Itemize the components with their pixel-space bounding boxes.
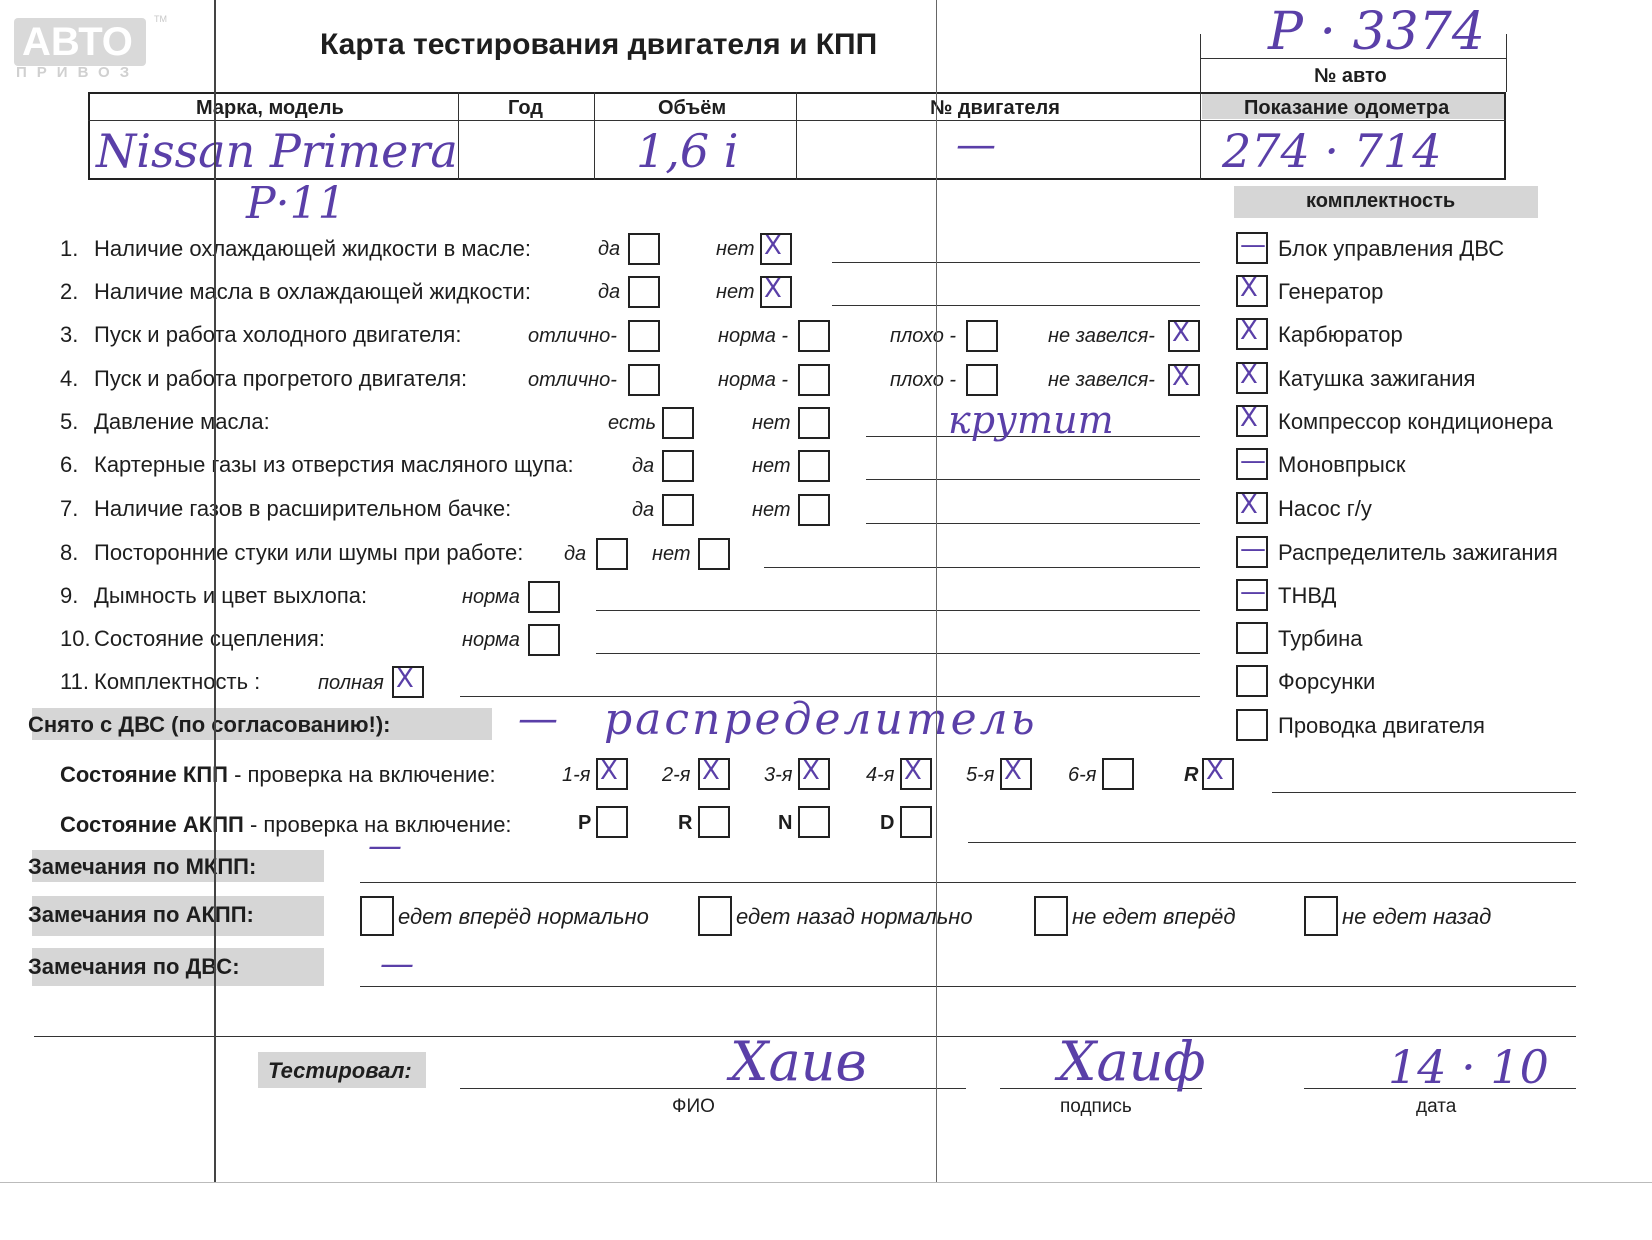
completeness-checkbox-5[interactable] (1236, 405, 1268, 437)
completeness-checkbox-8[interactable] (1236, 536, 1268, 568)
completeness-checkbox-9[interactable] (1236, 579, 1268, 611)
option-label: нет (716, 238, 755, 260)
option-label: норма (462, 586, 520, 608)
check-mark: — (1240, 230, 1266, 260)
akpp-checkbox-r[interactable] (698, 806, 730, 838)
header-col-model: Марка, модель (196, 97, 344, 119)
gear-label: 5-я (966, 764, 995, 786)
dvs-dash: — (380, 944, 414, 984)
check-mark: X (1206, 756, 1224, 786)
check-label-4: Пуск и работа прогретого двигателя: (94, 366, 468, 391)
signature: Хаиф (1058, 1030, 1206, 1093)
option-label: да (632, 455, 655, 477)
check-mark: — (1240, 577, 1266, 607)
gear-checkbox-6[interactable] (1102, 758, 1134, 790)
checkbox-noise-yes[interactable] (596, 538, 628, 570)
model-sub-value: Р·11 (246, 178, 346, 229)
header-col-year: Год (508, 97, 543, 119)
checkbox-clutch-norm[interactable] (528, 624, 560, 656)
gear-checkbox-1[interactable] (596, 758, 628, 790)
check-mark: — (1240, 534, 1266, 564)
check-num-4: 4. (60, 366, 79, 391)
check-label-10: Состояние сцепления: (94, 626, 325, 651)
checkbox-noise-no[interactable] (698, 538, 730, 570)
check-mark: X (1240, 490, 1258, 520)
model-value: Nissan Primera (96, 124, 458, 178)
checkbox-warm-normal[interactable] (798, 364, 830, 396)
akpp-remark-checkbox-2[interactable] (698, 896, 732, 936)
fold-line-left (214, 0, 216, 1182)
completeness-checkbox-10[interactable] (1236, 622, 1268, 654)
removed-dash: — (518, 696, 558, 742)
checkbox-cold-normal[interactable] (798, 320, 830, 352)
checkbox-warm-excellent[interactable] (628, 364, 660, 396)
volume-value: 1,6 i (636, 124, 739, 178)
akpp-gear-label: N (778, 812, 793, 834)
option-label: отлично- (528, 369, 617, 391)
gear-label: 2-я (662, 764, 691, 786)
check-num-11: 11. (60, 669, 89, 694)
checkbox-warm-not-started[interactable] (1168, 364, 1200, 396)
completeness-item-7: Насос г/у (1278, 496, 1372, 521)
checkbox-pressure-no[interactable] (798, 407, 830, 439)
auto-number-value: Р · 3374 (1268, 2, 1485, 62)
completeness-checkbox-1[interactable] (1236, 232, 1268, 264)
option-label: норма (462, 629, 520, 651)
completeness-item-4: Катушка зажигания (1278, 366, 1476, 391)
test-date: 14 · 10 (1388, 1040, 1549, 1094)
removed-note: распределитель (604, 694, 1038, 745)
check-num-3: 3. (60, 322, 79, 347)
completeness-item-1: Блок управления ДВС (1278, 236, 1505, 261)
option-label: да (598, 281, 621, 303)
check-mark: X (1004, 756, 1022, 786)
option-label: да (632, 499, 655, 521)
check-mark: X (1172, 362, 1190, 392)
tested-label: Тестировал: (268, 1058, 412, 1083)
check-num-9: 9. (60, 583, 79, 608)
completeness-checkbox-3[interactable] (1236, 318, 1268, 350)
checkbox-pressure-present[interactable] (662, 407, 694, 439)
check-mark: X (1172, 318, 1190, 348)
completeness-checkbox-6[interactable] (1236, 448, 1268, 480)
completeness-title: комплектность (1306, 190, 1456, 212)
option-label: отлично- (528, 325, 617, 347)
check-mark: X (1240, 273, 1258, 303)
option-label: нет (752, 499, 791, 521)
option-label: нет (652, 543, 691, 565)
checkbox-coolant-no[interactable] (760, 233, 792, 265)
check-mark: X (600, 756, 618, 786)
check-label-5: Давление масла: (94, 409, 270, 434)
akpp-checkbox-n[interactable] (798, 806, 830, 838)
completeness-item-11: Форсунки (1278, 669, 1376, 694)
option-label: нет (716, 281, 755, 303)
gear-checkbox-2[interactable] (698, 758, 730, 790)
option-label: нет (752, 412, 791, 434)
option-label: есть (608, 412, 657, 434)
completeness-checkbox-12[interactable] (1236, 709, 1268, 741)
scan-bottom-edge (0, 1182, 1652, 1183)
check-mark: X (764, 231, 782, 261)
completeness-item-2: Генератор (1278, 279, 1384, 304)
check-mark: X (802, 756, 820, 786)
check-label-7: Наличие газов в расширительном бачке: (94, 496, 512, 521)
check-label-1: Наличие охлаждающей жидкости в масле: (94, 236, 531, 261)
check-label-8: Посторонние стуки или шумы при работе: (94, 540, 524, 565)
akpp-checkbox-d[interactable] (900, 806, 932, 838)
odometer-value: 274 · 714 (1222, 124, 1442, 178)
akpp-label-bold: Состояние АКПП (60, 812, 244, 837)
removed-label: Снято с ДВС (по согласованию!): (28, 712, 391, 737)
check-num-6: 6. (60, 452, 79, 477)
checkbox-crankgas-no[interactable] (798, 450, 830, 482)
check-mark: X (702, 756, 720, 786)
checkbox-tankgas-no[interactable] (798, 494, 830, 526)
check-label-11: Комплектность : (94, 669, 261, 694)
check-label-9: Дымность и цвет выхлопа: (94, 583, 368, 608)
option-label: плохо - (890, 369, 957, 391)
gear-label: 6-я (1068, 764, 1097, 786)
akpp-remark-2: едет назад нормально (736, 904, 973, 929)
check-mark: X (1240, 403, 1258, 433)
check-label-3: Пуск и работа холодного двигателя: (94, 322, 462, 347)
option-label: плохо - (890, 325, 957, 347)
gear-checkbox-5[interactable] (1000, 758, 1032, 790)
checkbox-cold-not-started[interactable] (1168, 320, 1200, 352)
header-col-odometer: Показание одометра (1244, 97, 1450, 119)
check-mark: X (1240, 360, 1258, 390)
option-label: да (598, 238, 621, 260)
option-label: норма - (718, 325, 789, 347)
akpp-gear-label: D (880, 812, 895, 834)
page-title: Карта тестирования двигателя и КПП (320, 28, 878, 61)
checkbox-cold-excellent[interactable] (628, 320, 660, 352)
remarks-mkpp-label: Замечания по МКПП: (28, 854, 257, 879)
remarks-dvs-label: Замечания по ДВС: (28, 954, 240, 979)
akpp-remark-checkbox-4[interactable] (1304, 896, 1338, 936)
completeness-item-5: Компрессор кондиционера (1278, 409, 1553, 434)
checkbox-cold-bad[interactable] (966, 320, 998, 352)
check-label-6: Картерные газы из отверстия масляного щупа: (94, 452, 574, 477)
gear-checkbox-r[interactable] (1202, 758, 1234, 790)
signature-label: подпись (1060, 1096, 1132, 1117)
akpp-remark-4: не едет назад (1342, 904, 1492, 929)
logo-sub-text: ПРИВОЗ (16, 64, 140, 81)
option-label: нет (752, 455, 791, 477)
akpp-remark-checkbox-3[interactable] (1034, 896, 1068, 936)
akpp-gear-label: R (678, 812, 693, 834)
checkbox-exhaust-norm[interactable] (528, 581, 560, 613)
akpp-remark-1: едет вперёд нормально (398, 904, 649, 929)
option-label: да (564, 543, 587, 565)
checkbox-oil-no[interactable] (760, 276, 792, 308)
gear-checkbox-4[interactable] (900, 758, 932, 790)
check-num-5: 5. (60, 409, 79, 434)
akpp-remark-checkbox-1[interactable] (360, 896, 394, 936)
completeness-checkbox-11[interactable] (1236, 665, 1268, 697)
checkbox-crankgas-yes[interactable] (662, 450, 694, 482)
logo-main-text: АВТО (22, 20, 133, 64)
check-num-8: 8. (60, 540, 79, 565)
option-label: не завелся- (1048, 369, 1155, 391)
check-mark: X (1240, 316, 1258, 346)
completeness-item-6: Моновпрыск (1278, 452, 1406, 477)
completeness-item-8: Распределитель зажигания (1278, 540, 1558, 565)
engine-no-value: — (956, 122, 996, 168)
check-num-1: 1. (60, 236, 79, 261)
checkbox-coolant-yes[interactable] (628, 233, 660, 265)
gear-label: 4-я (866, 764, 895, 786)
completeness-item-12: Проводка двигателя (1278, 713, 1485, 738)
check-num-10: 10. (60, 626, 91, 651)
akpp-label-rest: - проверка на включение: (243, 812, 512, 837)
checkbox-oil-yes[interactable] (628, 276, 660, 308)
signer-name: Хаив (730, 1030, 867, 1093)
checkbox-warm-bad[interactable] (966, 364, 998, 396)
check-label-2: Наличие масла в охлаждающей жидкости: (94, 279, 531, 304)
option-label: норма - (718, 369, 789, 391)
gear-label: 3-я (764, 764, 793, 786)
auto-number-label: № авто (1314, 65, 1387, 87)
gear-label: 1-я (562, 764, 591, 786)
checkbox-tankgas-yes[interactable] (662, 494, 694, 526)
header-col-engine: № двигателя (930, 97, 1060, 119)
check-mark: X (764, 274, 782, 304)
completeness-item-9: ТНВД (1278, 583, 1337, 608)
completeness-item-10: Турбина (1278, 626, 1363, 651)
completeness-checkbox-2[interactable] (1236, 275, 1268, 307)
checkbox-completeness-full[interactable] (392, 666, 424, 698)
oil-pressure-note: крутит (948, 398, 1114, 442)
completeness-item-3: Карбюратор (1278, 322, 1403, 347)
logo (14, 14, 167, 66)
remarks-akpp-label: Замечания по АКПП: (28, 902, 254, 927)
mkpp-dash: — (368, 826, 402, 866)
check-num-7: 7. (60, 496, 79, 521)
fold-line-right (936, 0, 937, 1182)
completeness-checkbox-4[interactable] (1236, 362, 1268, 394)
logo-tm: TM (154, 14, 167, 24)
option-label: полная (318, 672, 384, 694)
akpp-gear-label: P (578, 812, 592, 834)
kpp-label-rest: - проверка на включение: (227, 762, 496, 787)
check-num-2: 2. (60, 279, 79, 304)
akpp-checkbox-p[interactable] (596, 806, 628, 838)
header-col-volume: Объём (658, 97, 727, 119)
kpp-label (60, 762, 496, 788)
check-mark: — (1240, 446, 1266, 476)
check-mark: X (904, 756, 922, 786)
date-label: дата (1416, 1096, 1457, 1117)
completeness-checkbox-7[interactable] (1236, 492, 1268, 524)
akpp-remark-3: не едет вперёд (1072, 904, 1236, 929)
akpp-label (60, 812, 512, 838)
gear-checkbox-3[interactable] (798, 758, 830, 790)
gear-label: R (1184, 764, 1199, 786)
check-mark: X (396, 664, 414, 694)
option-label: не завелся- (1048, 325, 1155, 347)
kpp-label-bold: Состояние КПП (60, 762, 228, 787)
fio-label: ФИО (672, 1096, 715, 1117)
